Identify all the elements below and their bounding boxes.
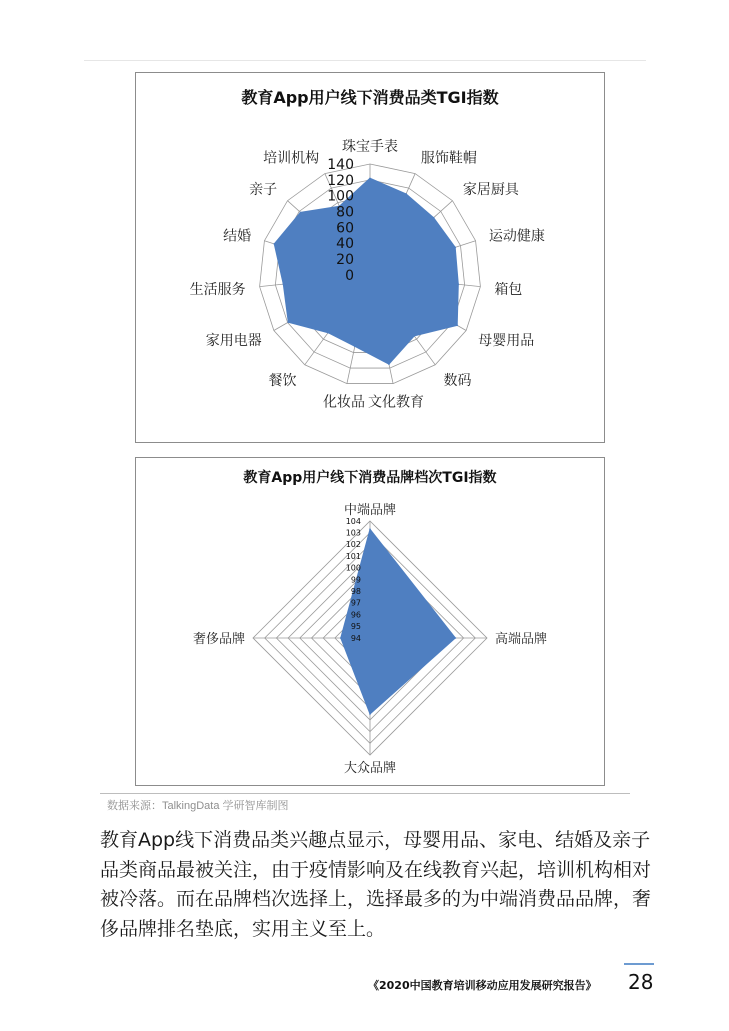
category-label: 家居厨具 — [462, 181, 519, 198]
data-point — [287, 321, 289, 323]
data-point — [300, 212, 302, 214]
category-label: 母婴用品 — [478, 332, 535, 349]
tick-label: 102 — [345, 540, 361, 550]
category-label: 奢侈品牌 — [192, 631, 245, 647]
category-label: 亲子 — [249, 181, 278, 198]
category-label: 文化教育 — [367, 394, 424, 411]
category-label: 珠宝手表 — [342, 139, 398, 156]
category-label: 家用电器 — [205, 332, 262, 349]
category-label: 运动健康 — [488, 228, 545, 245]
tick-label: 99 — [350, 575, 361, 585]
category-label: 餐饮 — [268, 372, 297, 389]
category-tgi-radar — [136, 73, 604, 442]
report-title: 《2020中国教育培训移动应用发展研究报告》 — [368, 979, 597, 992]
tick-label: 96 — [350, 610, 361, 620]
data-point — [413, 335, 415, 337]
category-label: 生活服务 — [189, 281, 246, 298]
tick-label: 104 — [345, 516, 361, 526]
data-source: 数据来源：TalkingData 学研智库制图 — [107, 800, 289, 812]
footer-accent-line — [624, 963, 654, 965]
data-point — [458, 283, 460, 285]
chart-title: 教育App用户线下消费品类TGI指数 — [241, 88, 499, 107]
summary-paragraph: 教育App线下消费品类兴趣点显示，母婴用品、家电、结婚及亲子品类商品最被关注，由于疫情影响及在线教育兴起，培训机构相对被冷落。而在品牌档次选择上，选择最多的为中端消费品品牌，奢侈品牌排名垫底，实用主义至上。 — [100, 829, 652, 940]
data-point — [454, 247, 456, 249]
source-divider — [100, 793, 630, 794]
data-area — [274, 178, 458, 364]
tick-label: 100 — [345, 563, 361, 573]
chart-title: 教育App用户线下消费品牌档次TGI指数 — [243, 470, 497, 486]
tick-label: 97 — [350, 598, 361, 608]
tick-label: 40 — [336, 236, 354, 253]
data-point — [433, 217, 435, 219]
tick-label: 95 — [350, 622, 361, 632]
category-label: 箱包 — [494, 281, 523, 298]
tick-label: 0 — [345, 267, 354, 284]
data-point — [340, 637, 342, 639]
category-label: 服饰鞋帽 — [420, 150, 477, 167]
top-divider — [84, 60, 646, 61]
data-point — [282, 283, 284, 285]
tick-label: 20 — [336, 252, 354, 269]
tick-label: 60 — [336, 220, 354, 237]
data-point — [388, 363, 390, 365]
page-number: 28 — [628, 970, 654, 994]
tick-label: 100 — [327, 188, 354, 205]
category-label: 高端品牌 — [495, 631, 548, 647]
data-point — [369, 713, 371, 715]
category-label: 大众品牌 — [343, 760, 397, 776]
tick-label: 94 — [350, 633, 361, 643]
data-point — [273, 243, 275, 245]
data-point — [456, 325, 458, 327]
data-point — [455, 637, 457, 639]
brand-tier-tgi-radar — [136, 458, 604, 785]
tick-label: 98 — [350, 587, 361, 596]
tick-label: 120 — [327, 172, 354, 189]
category-label: 中端品牌 — [343, 503, 397, 519]
tick-label: 80 — [336, 204, 354, 221]
category-label: 化妆品 — [323, 394, 366, 411]
data-point — [369, 528, 371, 530]
data-point — [354, 346, 356, 348]
data-point — [327, 332, 329, 334]
tick-label: 101 — [345, 551, 361, 561]
tick-label: 103 — [345, 528, 361, 538]
category-label: 结婚 — [223, 228, 252, 245]
tick-label: 140 — [327, 156, 354, 173]
category-label: 数码 — [443, 372, 472, 389]
brand-tier-tgi-chart — [135, 457, 605, 786]
category-tgi-chart — [135, 72, 605, 443]
data-point — [369, 177, 371, 179]
data-point — [405, 193, 407, 195]
category-label: 培训机构 — [263, 150, 320, 167]
